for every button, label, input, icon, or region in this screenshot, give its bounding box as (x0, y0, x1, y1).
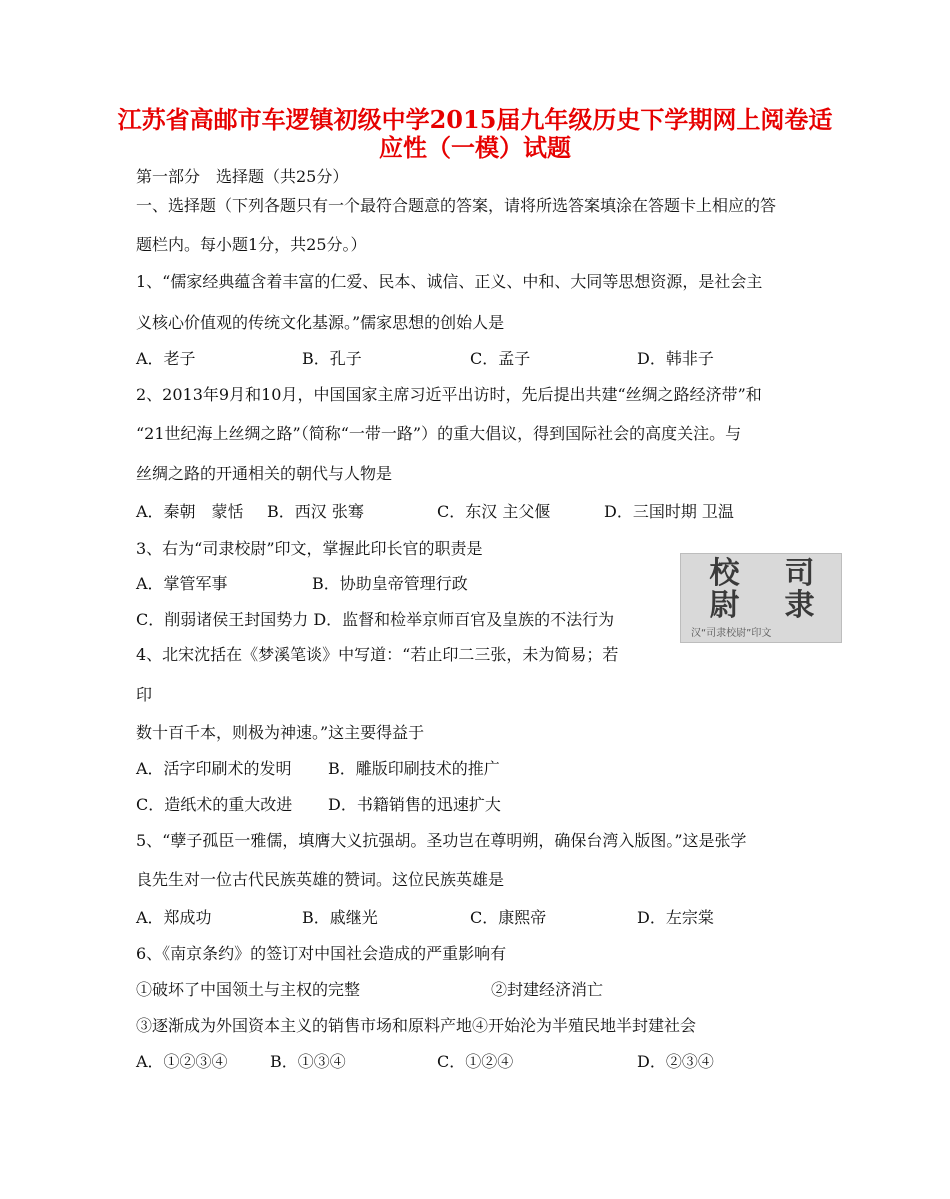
q5-option-c: C．康熙帝 (470, 908, 547, 927)
q4-stem-line3: 数十百千本，则极为神速。”这主要得益于 (136, 723, 425, 742)
q5-option-b: B．戚继光 (302, 908, 378, 927)
seal-char: 司 (784, 556, 815, 591)
exam-title-line1: 江苏省高邮市车逻镇初级中学2015届九年级历史下学期网上阅卷适 (117, 105, 833, 134)
q2-stem-line1: 2、2013年9月和10月，中国国家主席习近平出访时，先后提出共建“丝绸之路经济带”和 (136, 385, 762, 404)
q6-option-b: B．①③④ (270, 1052, 346, 1071)
q6-item-1: ①破坏了中国领土与主权的完整 (136, 980, 361, 999)
instruction-line1: 一、选择题（下列各题只有一个最符合题意的答案，请将所选答案填涂在答题卡上相应的答 (136, 196, 777, 215)
q3-option-b: B．协助皇帝管理行政 (312, 574, 468, 593)
section-heading: 第一部分 选择题（共25分） (136, 167, 349, 186)
q4-option-b: B．雕版印刷技术的推广 (328, 759, 500, 778)
q1-option-d: D．韩非子 (637, 349, 714, 368)
q4-stem-line1: 4、北宋沈括在《梦溪笔谈》中写道：“若止印二三张，未为简易；若 (136, 645, 619, 664)
seal-char: 尉 (709, 588, 740, 623)
q2-option-a: A．秦朝 蒙恬 (136, 502, 244, 521)
q5-stem-line1: 5、“孽子孤臣一雅儒，填膺大义抗强胡。圣功岂在尊明朔，确保台湾入版图。”这是张学 (136, 831, 747, 850)
q4-option-d: D．书籍销售的迅速扩大 (328, 795, 501, 814)
q2-stem-line3: 丝绸之路的开通相关的朝代与人物是 (136, 464, 393, 483)
seal-char: 隶 (784, 588, 815, 623)
instruction-line2: 题栏内。每小题1分，共25分。） (136, 235, 367, 254)
q2-option-c: C．东汉 主父偃 (437, 502, 551, 521)
seal-caption: 汉“司隶校尉”印文 (691, 628, 772, 639)
q1-option-c: C．孟子 (470, 349, 531, 368)
q1-option-a: A．老子 (136, 349, 196, 368)
q5-stem-line2: 良先生对一位古代民族英雄的赞词。这位民族英雄是 (136, 870, 505, 889)
q5-option-a: A．郑成功 (136, 908, 212, 927)
q1-option-b: B．孔子 (302, 349, 362, 368)
q6-items-3-4: ③逐渐成为外国资本主义的销售市场和原料产地④开始沦为半殖民地半封建社会 (136, 1016, 697, 1035)
q4-stem-line2: 印 (136, 685, 153, 704)
q1-stem-line1: 1、“儒家经典蕴含着丰富的仁爱、民本、诚信、正义、中和、大同等思想资源，是社会主 (136, 272, 763, 291)
q2-stem-line2: “21世纪海上丝绸之路”（简称“一带一路”）的重大倡议，得到国际社会的高度关注。与 (136, 424, 742, 443)
q3-stem: 3、右为“司隶校尉”印文，掌握此印长官的职责是 (136, 539, 483, 558)
q2-option-b: B．西汉 张骞 (267, 502, 364, 521)
q6-option-c: C．①②④ (437, 1052, 514, 1071)
seal-char: 校 (709, 556, 740, 591)
seal-image (680, 553, 842, 643)
q4-option-c: C．造纸术的重大改进 (136, 795, 293, 814)
q6-option-d: D．②③④ (637, 1052, 714, 1071)
q3-option-a: A．掌管军事 (136, 574, 228, 593)
q2-option-d: D．三国时期 卫温 (604, 502, 734, 521)
q6-stem: 6、《南京条约》的签订对中国社会造成的严重影响有 (136, 944, 507, 963)
exam-title-line2: 应性（一模）试题 (379, 133, 571, 162)
q6-option-a: A．①②③④ (136, 1052, 228, 1071)
q6-item-2: ②封建经济消亡 (491, 980, 604, 999)
q3-option-cd: C．削弱诸侯王封国势力 D．监督和检举京师百官及皇族的不法行为 (136, 610, 615, 629)
q1-stem-line2: 义核心价值观的传统文化基源。”儒家思想的创始人是 (136, 313, 505, 332)
q4-option-a: A．活字印刷术的发明 (136, 759, 292, 778)
q5-option-d: D．左宗棠 (637, 908, 714, 927)
